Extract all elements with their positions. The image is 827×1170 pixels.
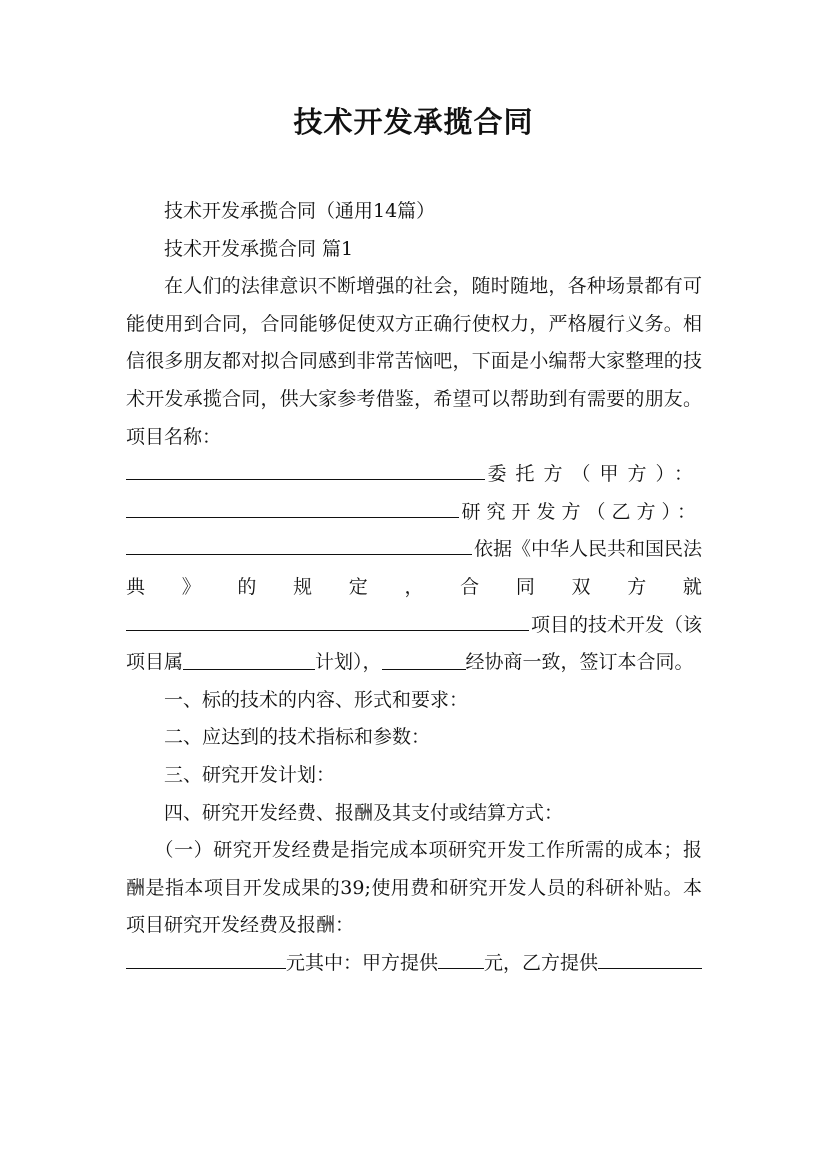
total-funding-blank[interactable] — [126, 948, 286, 969]
project-name-blank[interactable] — [126, 459, 485, 480]
developer-label: 研究开发方（乙方）： — [461, 500, 702, 523]
developer-amount-blank[interactable] — [598, 948, 702, 969]
basis-text-start: 依据《中华人民共和国民法 — [473, 538, 702, 561]
client-label: 委托方（甲方）： — [487, 463, 702, 486]
item-1: 一、标的技术的内容、形式和要求： — [164, 688, 469, 711]
date-blank[interactable] — [382, 649, 466, 670]
project-name-label: 项目名称： — [126, 425, 222, 448]
agreement-text: 经协商一致，签订本合同。 — [465, 651, 694, 674]
sub-clause-1-text: （一）研究开发经费是指完成本项研究开发工作所需的成本；报酬是指本项目开发成果的39;使用费和研究开发人员的科研补贴。本项目研究开发经费及报酬： — [126, 839, 702, 937]
plan-paragraph: 项目属 计划）， 经协商一致，签订本合同。 — [126, 651, 694, 674]
document-title: 技术开发承揽合同 — [293, 105, 534, 139]
basis-line-continued: 典 》 的 规 定 ， 合 同 双 方 就 — [126, 575, 702, 598]
developer-blank[interactable] — [126, 534, 472, 555]
client-line — [126, 456, 702, 494]
intro-paragraph — [126, 268, 702, 456]
project-blank[interactable] — [126, 610, 529, 631]
item-3: 三、研究开发计划： — [164, 763, 336, 786]
document-body — [126, 193, 702, 982]
section-heading: 技术开发承揽合同 篇1 — [164, 237, 354, 260]
project-tech-dev-start: 项目的技术开发（该 — [530, 613, 702, 636]
developer-line — [126, 494, 702, 532]
plan-text: 计划）， — [315, 651, 382, 674]
sub-clause-1 — [126, 832, 702, 945]
developer-provides-text: 元，乙方提供 — [484, 951, 599, 974]
project-line — [126, 607, 702, 645]
item-4: 四、研究开发经费、报酬及其支付或结算方式： — [164, 801, 564, 824]
client-blank[interactable] — [126, 497, 459, 518]
funding-line — [126, 945, 702, 983]
basis-line — [126, 531, 702, 569]
plan-type-blank[interactable] — [183, 649, 315, 670]
client-provides-text: 元其中：甲方提供 — [286, 951, 439, 974]
document-subtitle: 技术开发承揽合同（通用14篇） — [164, 200, 436, 222]
intro-text: 在人们的法律意识不断增强的社会，随时随地，各种场景都有可能使用到合同，合同能够促使双方正确行使权力，严格履行义务。相信很多朋友都对拟合同感到非常苦恼吧，下面是小编帮大家整理的技术开发承揽合同，供大家参考借鉴，希望可以帮助到有需要的朋友。 — [126, 275, 702, 410]
client-amount-blank[interactable] — [438, 948, 484, 969]
item-2: 二、应达到的技术指标和参数： — [164, 726, 431, 749]
